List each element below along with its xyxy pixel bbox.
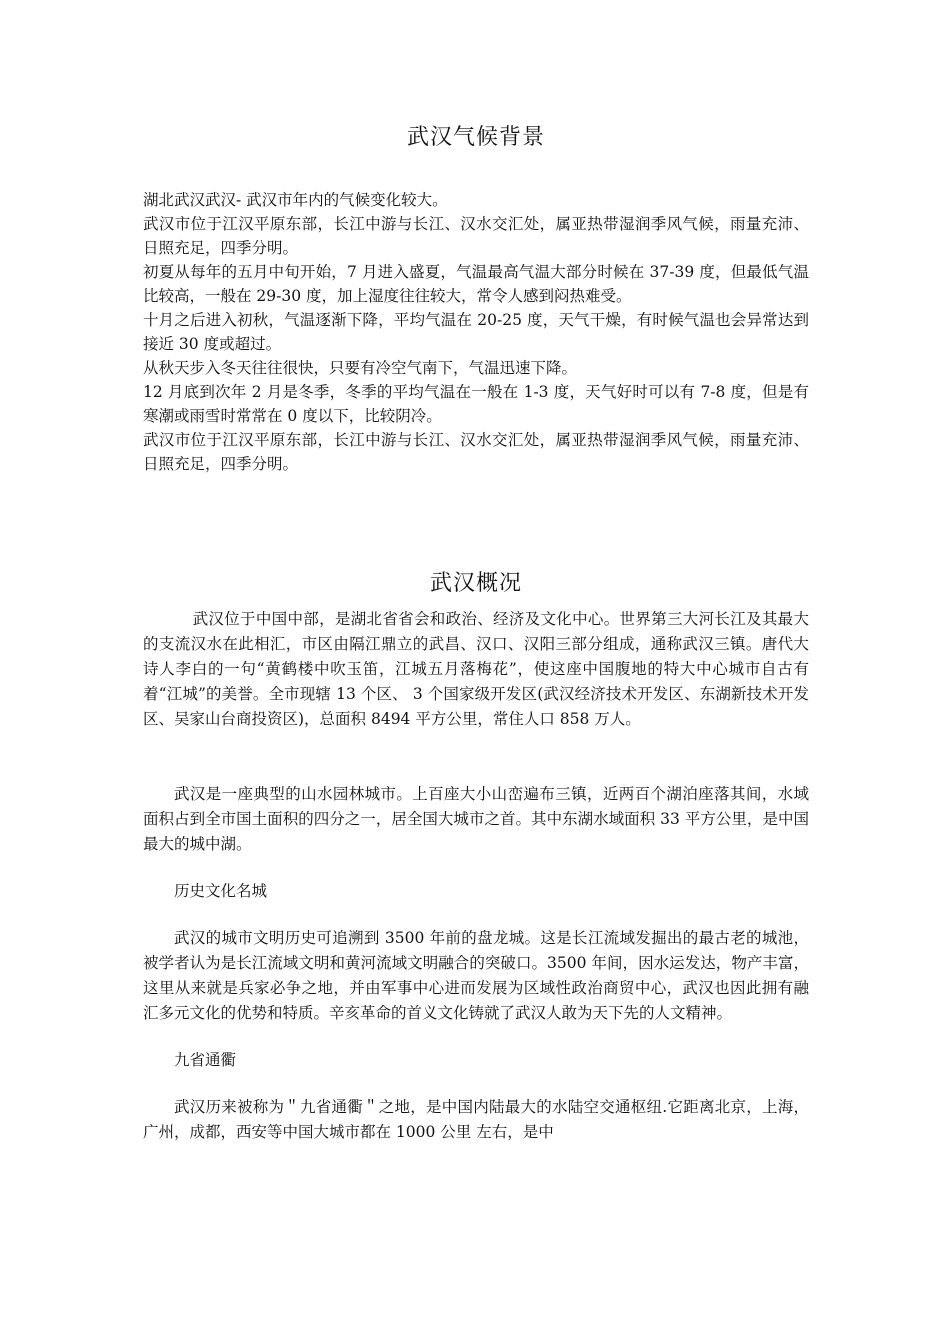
climate-section	[143, 188, 809, 476]
climate-paragraph-6: 12 月底到次年 2 月是冬季，冬季的平均气温在一般在 1-3 度，天气好时可以有 7-8 度，但是有寒潮或雨雪时常常在 0 度以下，比较阴冷。	[143, 383, 809, 425]
overview-title: 武汉概况	[429, 571, 522, 596]
climate-paragraph-2: 武汉市位于江汉平原东部，长江中游与长江、汉水交汇处，属亚热带湿润季风气候，雨量充沛、日照充足，四季分明。	[143, 215, 809, 257]
climate-title: 武汉气候背景	[406, 125, 545, 150]
transport-heading: 九省通衢	[174, 1051, 237, 1069]
transport-paragraph: 武汉历来被称为＂九省通衢＂之地，是中国内陆最大的水陆空交通枢纽.它距离北京，上海，广州，成都，西安等中国大城市都在 1000 公里 左右，是中	[143, 1098, 809, 1141]
history-paragraph: 武汉的城市文明历史可追溯到 3500 年前的盘龙城。这是长江流域发掘出的最古老的城池，被学者认为是长江流域文明和黄河流域文明融合的突破口。3500 年间，因水运发达，物产丰富，这里从来就是兵家必争之地，并由军事中心进而发展为区域性政治商贸中心，武汉也因此拥有融汇多元文化的优势和特质。辛亥革命的首义文化铸就了武汉人敢为天下先的人文精神。	[143, 929, 809, 1022]
overview-paragraph: 武汉位于中国中部，是湖北省省会和政治、经济及文化中心。世界第三大河长江及其最大的支流汉水在此相汇，市区由隔江鼎立的武昌、汉口、汉阳三部分组成，通称武汉三镇。唐代大诗人李白的一句“黄鹤楼中吹玉笛，江城五月落梅花”，使这座中国腹地的特大中心城市自古有着“江城”的美誉。全市现辖 13 个区、 3 个国家级开发区(武汉经济技术开发区、东湖新技术开发区、吴家山台商投资区)，总面积 8494 平方公里，常住人口 858 万人。	[143, 610, 809, 728]
history-heading: 历史文化名城	[174, 882, 268, 900]
climate-paragraph-3: 初夏从每年的五月中旬开始，7 月进入盛夏，气温最高气温大部分时候在 37-39 度，但最低气温比较高，一般在 29-30 度，加上湿度往往较大，常令人感到闷热难受。	[143, 263, 809, 305]
climate-paragraph-7: 武汉市位于江汉平原东部，长江中游与长江、汉水交汇处，属亚热带湿润季风气候，雨量充沛、日照充足，四季分明。	[143, 431, 809, 473]
climate-paragraph-4: 十月之后进入初秋，气温逐渐下降，平均气温在 20-25 度，天气干燥，有时候气温也会异常达到接近 30 度或超过。	[143, 311, 809, 353]
climate-paragraph-1: 湖北武汉武汉- 武汉市年内的气候变化较大。	[143, 191, 448, 209]
climate-paragraph-5: 从秋天步入冬天往往很快，只要有冷空气南下，气温迅速下降。	[143, 359, 578, 377]
landscape-paragraph: 武汉是一座典型的山水园林城市。上百座大小山峦遍布三镇，近两百个湖泊座落其间，水域面积占到全市国土面积的四分之一，居全国大城市之首。其中东湖水域面积 33 平方公里，是中国最大的城中湖。	[143, 785, 809, 853]
overview-section	[143, 607, 809, 1145]
